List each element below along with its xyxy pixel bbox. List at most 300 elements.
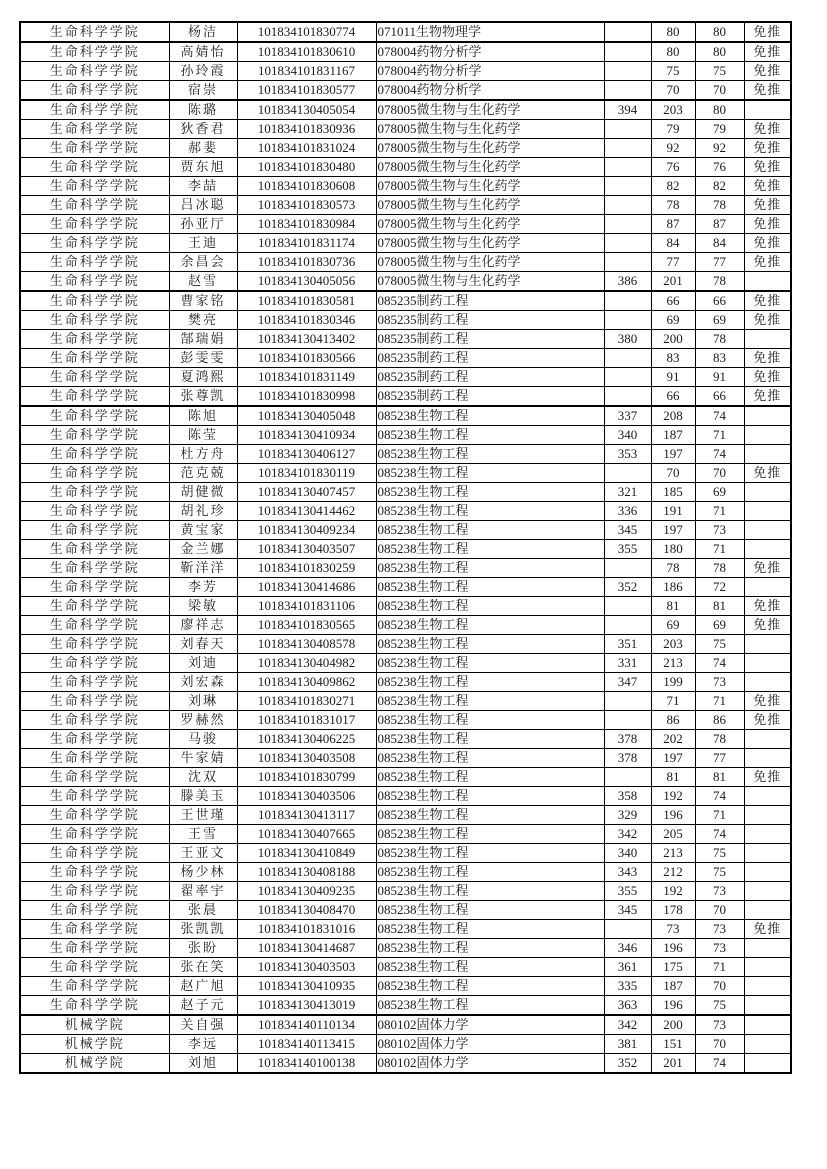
cell-exam_id: 101834101830259: [237, 559, 376, 578]
table-row: [20, 711, 791, 730]
cell-exam_id: 101834101831174: [237, 234, 376, 253]
cell-name: 滕美玉: [169, 787, 237, 806]
cell-score1: [604, 120, 651, 139]
cell-name: 宿崇: [169, 81, 237, 101]
cell-exam_id: 101834130405056: [237, 272, 376, 292]
cell-name: 刘宏森: [169, 673, 237, 692]
cell-college: 生命科学学院: [20, 540, 169, 559]
table-row: [20, 62, 791, 81]
cell-score3: 73: [695, 939, 744, 958]
cell-score2: 69: [651, 616, 695, 635]
cell-score1: 340: [604, 844, 651, 863]
table-row: [20, 958, 791, 977]
cell-college: 生命科学学院: [20, 387, 169, 407]
cell-score2: 71: [651, 692, 695, 711]
cell-name: 张在笑: [169, 958, 237, 977]
cell-major: 078005微生物与生化药学: [376, 253, 604, 272]
cell-college: 生命科学学院: [20, 349, 169, 368]
cell-name: 余昌会: [169, 253, 237, 272]
cell-score3: 80: [695, 22, 744, 42]
table-row: [20, 559, 791, 578]
cell-college: 生命科学学院: [20, 521, 169, 540]
cell-score2: 205: [651, 825, 695, 844]
cell-exam_id: 101834130408188: [237, 863, 376, 882]
cell-major: 085238生物工程: [376, 825, 604, 844]
table-row: [20, 730, 791, 749]
cell-score3: 80: [695, 100, 744, 120]
cell-major: 085238生物工程: [376, 521, 604, 540]
table-row: [20, 502, 791, 521]
cell-exam_id: 101834140113415: [237, 1035, 376, 1054]
cell-name: 高婧怡: [169, 42, 237, 62]
cell-note: 免推: [744, 368, 791, 387]
table-row: [20, 139, 791, 158]
cell-note: [744, 825, 791, 844]
cell-name: 陈莹: [169, 426, 237, 445]
table-row: [20, 939, 791, 958]
cell-exam_id: 101834130410849: [237, 844, 376, 863]
table-row: [20, 1035, 791, 1054]
cell-score1: 321: [604, 483, 651, 502]
cell-name: 狄香君: [169, 120, 237, 139]
cell-score2: 80: [651, 42, 695, 62]
cell-note: [744, 787, 791, 806]
cell-college: 生命科学学院: [20, 483, 169, 502]
table-row: [20, 901, 791, 920]
cell-major: 078005微生物与生化药学: [376, 215, 604, 234]
cell-score2: 203: [651, 635, 695, 654]
cell-exam_id: 101834130409235: [237, 882, 376, 901]
table-row: [20, 196, 791, 215]
cell-college: 生命科学学院: [20, 291, 169, 311]
cell-note: 免推: [744, 768, 791, 787]
cell-score1: 355: [604, 540, 651, 559]
cell-exam_id: 101834101830573: [237, 196, 376, 215]
cell-college: 生命科学学院: [20, 100, 169, 120]
cell-score2: 208: [651, 406, 695, 426]
cell-score3: 74: [695, 825, 744, 844]
cell-score1: [604, 139, 651, 158]
cell-name: 张尊凯: [169, 387, 237, 407]
cell-name: 李远: [169, 1035, 237, 1054]
cell-college: 生命科学学院: [20, 330, 169, 349]
cell-score2: 79: [651, 120, 695, 139]
cell-score1: 343: [604, 863, 651, 882]
cell-note: [744, 330, 791, 349]
cell-name: 刘迪: [169, 654, 237, 673]
cell-score2: 78: [651, 196, 695, 215]
cell-exam_id: 101834101830346: [237, 311, 376, 330]
cell-exam_id: 101834130403507: [237, 540, 376, 559]
cell-score2: 66: [651, 291, 695, 311]
cell-exam_id: 101834130413019: [237, 996, 376, 1016]
cell-exam_id: 101834101830608: [237, 177, 376, 196]
cell-score3: 69: [695, 616, 744, 635]
cell-name: 赵广旭: [169, 977, 237, 996]
cell-exam_id: 101834130414686: [237, 578, 376, 597]
cell-score1: [604, 920, 651, 939]
cell-major: 078005微生物与生化药学: [376, 272, 604, 292]
cell-score1: [604, 711, 651, 730]
cell-college: 生命科学学院: [20, 120, 169, 139]
cell-note: [744, 578, 791, 597]
cell-note: 免推: [744, 291, 791, 311]
cell-college: 生命科学学院: [20, 958, 169, 977]
cell-score2: 180: [651, 540, 695, 559]
table-row: [20, 578, 791, 597]
cell-score3: 81: [695, 597, 744, 616]
cell-exam_id: 101834101830577: [237, 81, 376, 101]
cell-exam_id: 101834130409234: [237, 521, 376, 540]
cell-score2: 187: [651, 426, 695, 445]
cell-exam_id: 101834130405048: [237, 406, 376, 426]
cell-score2: 191: [651, 502, 695, 521]
cell-college: 生命科学学院: [20, 559, 169, 578]
cell-exam_id: 101834101830610: [237, 42, 376, 62]
cell-note: [744, 406, 791, 426]
cell-score1: 361: [604, 958, 651, 977]
cell-exam_id: 101834130408470: [237, 901, 376, 920]
cell-score3: 77: [695, 253, 744, 272]
cell-exam_id: 101834101830480: [237, 158, 376, 177]
cell-major: 085238生物工程: [376, 920, 604, 939]
cell-exam_id: 101834101830271: [237, 692, 376, 711]
cell-exam_id: 101834130403508: [237, 749, 376, 768]
cell-score3: 71: [695, 502, 744, 521]
cell-exam_id: 101834101831024: [237, 139, 376, 158]
cell-college: 生命科学学院: [20, 177, 169, 196]
cell-score1: 329: [604, 806, 651, 825]
cell-score1: 331: [604, 654, 651, 673]
cell-major: 085235制药工程: [376, 387, 604, 407]
table-row: [20, 996, 791, 1016]
table-row: [20, 844, 791, 863]
cell-score2: 197: [651, 445, 695, 464]
cell-score2: 201: [651, 1054, 695, 1074]
cell-score2: 187: [651, 977, 695, 996]
cell-major: 078004药物分析学: [376, 42, 604, 62]
cell-college: 生命科学学院: [20, 882, 169, 901]
cell-major: 085238生物工程: [376, 939, 604, 958]
cell-major: 085238生物工程: [376, 426, 604, 445]
cell-name: 黄宝家: [169, 521, 237, 540]
cell-name: 王迪: [169, 234, 237, 253]
cell-score3: 78: [695, 330, 744, 349]
cell-note: 免推: [744, 234, 791, 253]
table-row: [20, 234, 791, 253]
cell-note: [744, 100, 791, 120]
cell-college: 生命科学学院: [20, 597, 169, 616]
cell-score1: 340: [604, 426, 651, 445]
table-row: [20, 120, 791, 139]
cell-score3: 70: [695, 1035, 744, 1054]
cell-score2: 200: [651, 330, 695, 349]
cell-score2: 92: [651, 139, 695, 158]
table-row: [20, 349, 791, 368]
cell-score2: 80: [651, 22, 695, 42]
cell-score1: [604, 387, 651, 407]
cell-score1: [604, 22, 651, 42]
cell-exam_id: 101834130409862: [237, 673, 376, 692]
cell-name: 郜瑞娟: [169, 330, 237, 349]
cell-major: 078005微生物与生化药学: [376, 196, 604, 215]
cell-score3: 78: [695, 559, 744, 578]
cell-score2: 185: [651, 483, 695, 502]
cell-score3: 66: [695, 291, 744, 311]
table-row: [20, 692, 791, 711]
cell-note: [744, 540, 791, 559]
cell-major: 085238生物工程: [376, 844, 604, 863]
cell-score3: 84: [695, 234, 744, 253]
cell-college: 生命科学学院: [20, 920, 169, 939]
cell-score1: 345: [604, 521, 651, 540]
cell-exam_id: 101834101830566: [237, 349, 376, 368]
cell-major: 085238生物工程: [376, 406, 604, 426]
cell-note: [744, 635, 791, 654]
cell-major: 078005微生物与生化药学: [376, 100, 604, 120]
cell-score3: 76: [695, 158, 744, 177]
cell-note: 免推: [744, 158, 791, 177]
cell-score1: 363: [604, 996, 651, 1016]
cell-score3: 74: [695, 787, 744, 806]
cell-score2: 73: [651, 920, 695, 939]
cell-note: 免推: [744, 177, 791, 196]
cell-score1: 336: [604, 502, 651, 521]
cell-name: 李喆: [169, 177, 237, 196]
cell-name: 彭雯雯: [169, 349, 237, 368]
cell-major: 085238生物工程: [376, 597, 604, 616]
cell-score2: 192: [651, 882, 695, 901]
cell-name: 金兰娜: [169, 540, 237, 559]
cell-major: 078005微生物与生化药学: [376, 139, 604, 158]
table-row: [20, 368, 791, 387]
cell-score1: 378: [604, 730, 651, 749]
cell-score1: [604, 616, 651, 635]
cell-note: [744, 882, 791, 901]
table-row: [20, 100, 791, 120]
table-row: [20, 426, 791, 445]
cell-exam_id: 101834130405054: [237, 100, 376, 120]
cell-score1: [604, 368, 651, 387]
cell-note: [744, 996, 791, 1016]
table-row: [20, 387, 791, 407]
table-row: [20, 806, 791, 825]
cell-score3: 74: [695, 406, 744, 426]
cell-exam_id: 101834101830998: [237, 387, 376, 407]
cell-score1: 342: [604, 825, 651, 844]
table-row: [20, 768, 791, 787]
cell-name: 赵子元: [169, 996, 237, 1016]
cell-exam_id: 101834140110134: [237, 1015, 376, 1035]
cell-note: [744, 730, 791, 749]
cell-name: 胡礼珍: [169, 502, 237, 521]
cell-major: 085235制药工程: [376, 330, 604, 349]
cell-score2: 178: [651, 901, 695, 920]
cell-college: 生命科学学院: [20, 272, 169, 292]
cell-score3: 73: [695, 1015, 744, 1035]
cell-college: 生命科学学院: [20, 215, 169, 234]
cell-major: 080102固体力学: [376, 1035, 604, 1054]
cell-name: 杨洁: [169, 22, 237, 42]
cell-score2: 186: [651, 578, 695, 597]
cell-score2: 175: [651, 958, 695, 977]
cell-major: 085238生物工程: [376, 654, 604, 673]
cell-name: 吕冰聪: [169, 196, 237, 215]
cell-score2: 91: [651, 368, 695, 387]
cell-name: 樊亮: [169, 311, 237, 330]
table-row: [20, 616, 791, 635]
cell-major: 085238生物工程: [376, 958, 604, 977]
cell-name: 范克兢: [169, 464, 237, 483]
table-row: [20, 521, 791, 540]
cell-score1: [604, 234, 651, 253]
cell-score3: 70: [695, 901, 744, 920]
cell-exam_id: 101834130414687: [237, 939, 376, 958]
table-row: [20, 22, 791, 42]
cell-exam_id: 101834130404982: [237, 654, 376, 673]
cell-score2: 199: [651, 673, 695, 692]
cell-major: 080102固体力学: [376, 1054, 604, 1074]
cell-note: [744, 939, 791, 958]
cell-college: 生命科学学院: [20, 406, 169, 426]
cell-score3: 71: [695, 806, 744, 825]
cell-note: 免推: [744, 597, 791, 616]
cell-name: 靳洋洋: [169, 559, 237, 578]
table-body: [20, 22, 791, 1073]
cell-score1: 342: [604, 1015, 651, 1035]
cell-score2: 192: [651, 787, 695, 806]
cell-score3: 79: [695, 120, 744, 139]
cell-exam_id: 101834101830565: [237, 616, 376, 635]
cell-score1: [604, 349, 651, 368]
cell-name: 李芳: [169, 578, 237, 597]
cell-score3: 83: [695, 349, 744, 368]
cell-major: 085238生物工程: [376, 445, 604, 464]
table-row: [20, 311, 791, 330]
cell-score1: [604, 559, 651, 578]
cell-exam_id: 101834101830736: [237, 253, 376, 272]
cell-exam_id: 101834130407457: [237, 483, 376, 502]
cell-major: 085235制药工程: [376, 349, 604, 368]
cell-note: [744, 806, 791, 825]
cell-exam_id: 101834101831149: [237, 368, 376, 387]
cell-score1: 380: [604, 330, 651, 349]
table-row: [20, 654, 791, 673]
table-row: [20, 81, 791, 101]
cell-exam_id: 101834101830119: [237, 464, 376, 483]
cell-college: 生命科学学院: [20, 158, 169, 177]
cell-name: 王亚文: [169, 844, 237, 863]
cell-exam_id: 101834130413117: [237, 806, 376, 825]
cell-name: 胡健微: [169, 483, 237, 502]
cell-score1: 352: [604, 1054, 651, 1074]
cell-score1: 346: [604, 939, 651, 958]
cell-note: [744, 901, 791, 920]
cell-major: 085235制药工程: [376, 291, 604, 311]
cell-score3: 77: [695, 749, 744, 768]
cell-note: 免推: [744, 711, 791, 730]
cell-major: 078005微生物与生化药学: [376, 177, 604, 196]
cell-exam_id: 101834101831106: [237, 597, 376, 616]
table-row: [20, 749, 791, 768]
cell-score2: 196: [651, 996, 695, 1016]
cell-score1: 345: [604, 901, 651, 920]
table-row: [20, 787, 791, 806]
cell-college: 生命科学学院: [20, 139, 169, 158]
table-row: [20, 597, 791, 616]
cell-college: 生命科学学院: [20, 806, 169, 825]
cell-major: 085238生物工程: [376, 578, 604, 597]
cell-score1: [604, 158, 651, 177]
cell-college: 生命科学学院: [20, 730, 169, 749]
cell-note: [744, 863, 791, 882]
cell-note: 免推: [744, 559, 791, 578]
cell-note: [744, 521, 791, 540]
cell-college: 生命科学学院: [20, 42, 169, 62]
table-row: [20, 540, 791, 559]
cell-score1: [604, 215, 651, 234]
cell-college: 生命科学学院: [20, 825, 169, 844]
cell-major: 085238生物工程: [376, 977, 604, 996]
admission-score-table: [19, 21, 792, 1074]
cell-name: 贾东旭: [169, 158, 237, 177]
cell-name: 罗赫然: [169, 711, 237, 730]
cell-major: 078004药物分析学: [376, 81, 604, 101]
cell-score2: 66: [651, 387, 695, 407]
cell-major: 085238生物工程: [376, 768, 604, 787]
cell-exam_id: 101834130410934: [237, 426, 376, 445]
cell-score2: 76: [651, 158, 695, 177]
cell-note: 免推: [744, 196, 791, 215]
cell-name: 梁敏: [169, 597, 237, 616]
cell-note: [744, 673, 791, 692]
cell-college: 生命科学学院: [20, 863, 169, 882]
cell-note: 免推: [744, 311, 791, 330]
cell-note: [744, 426, 791, 445]
cell-note: [744, 445, 791, 464]
cell-note: 免推: [744, 616, 791, 635]
cell-score2: 200: [651, 1015, 695, 1035]
cell-major: 085238生物工程: [376, 616, 604, 635]
cell-major: 080102固体力学: [376, 1015, 604, 1035]
cell-college: 生命科学学院: [20, 977, 169, 996]
cell-score1: 355: [604, 882, 651, 901]
cell-exam_id: 101834101831017: [237, 711, 376, 730]
cell-score2: 213: [651, 654, 695, 673]
cell-major: 085238生物工程: [376, 635, 604, 654]
table-row: [20, 272, 791, 292]
cell-note: [744, 502, 791, 521]
cell-major: 078005微生物与生化药学: [376, 234, 604, 253]
cell-score3: 86: [695, 711, 744, 730]
table-row: [20, 1054, 791, 1074]
cell-score2: 87: [651, 215, 695, 234]
cell-name: 曹家铭: [169, 291, 237, 311]
cell-score1: 378: [604, 749, 651, 768]
cell-note: 免推: [744, 920, 791, 939]
table-row: [20, 882, 791, 901]
cell-score3: 73: [695, 521, 744, 540]
cell-score3: 71: [695, 958, 744, 977]
cell-college: 机械学院: [20, 1015, 169, 1035]
table-row: [20, 863, 791, 882]
cell-score1: 358: [604, 787, 651, 806]
cell-name: 王雪: [169, 825, 237, 844]
cell-exam_id: 101834130413402: [237, 330, 376, 349]
cell-score3: 66: [695, 387, 744, 407]
cell-name: 杜方舟: [169, 445, 237, 464]
cell-major: 085238生物工程: [376, 901, 604, 920]
